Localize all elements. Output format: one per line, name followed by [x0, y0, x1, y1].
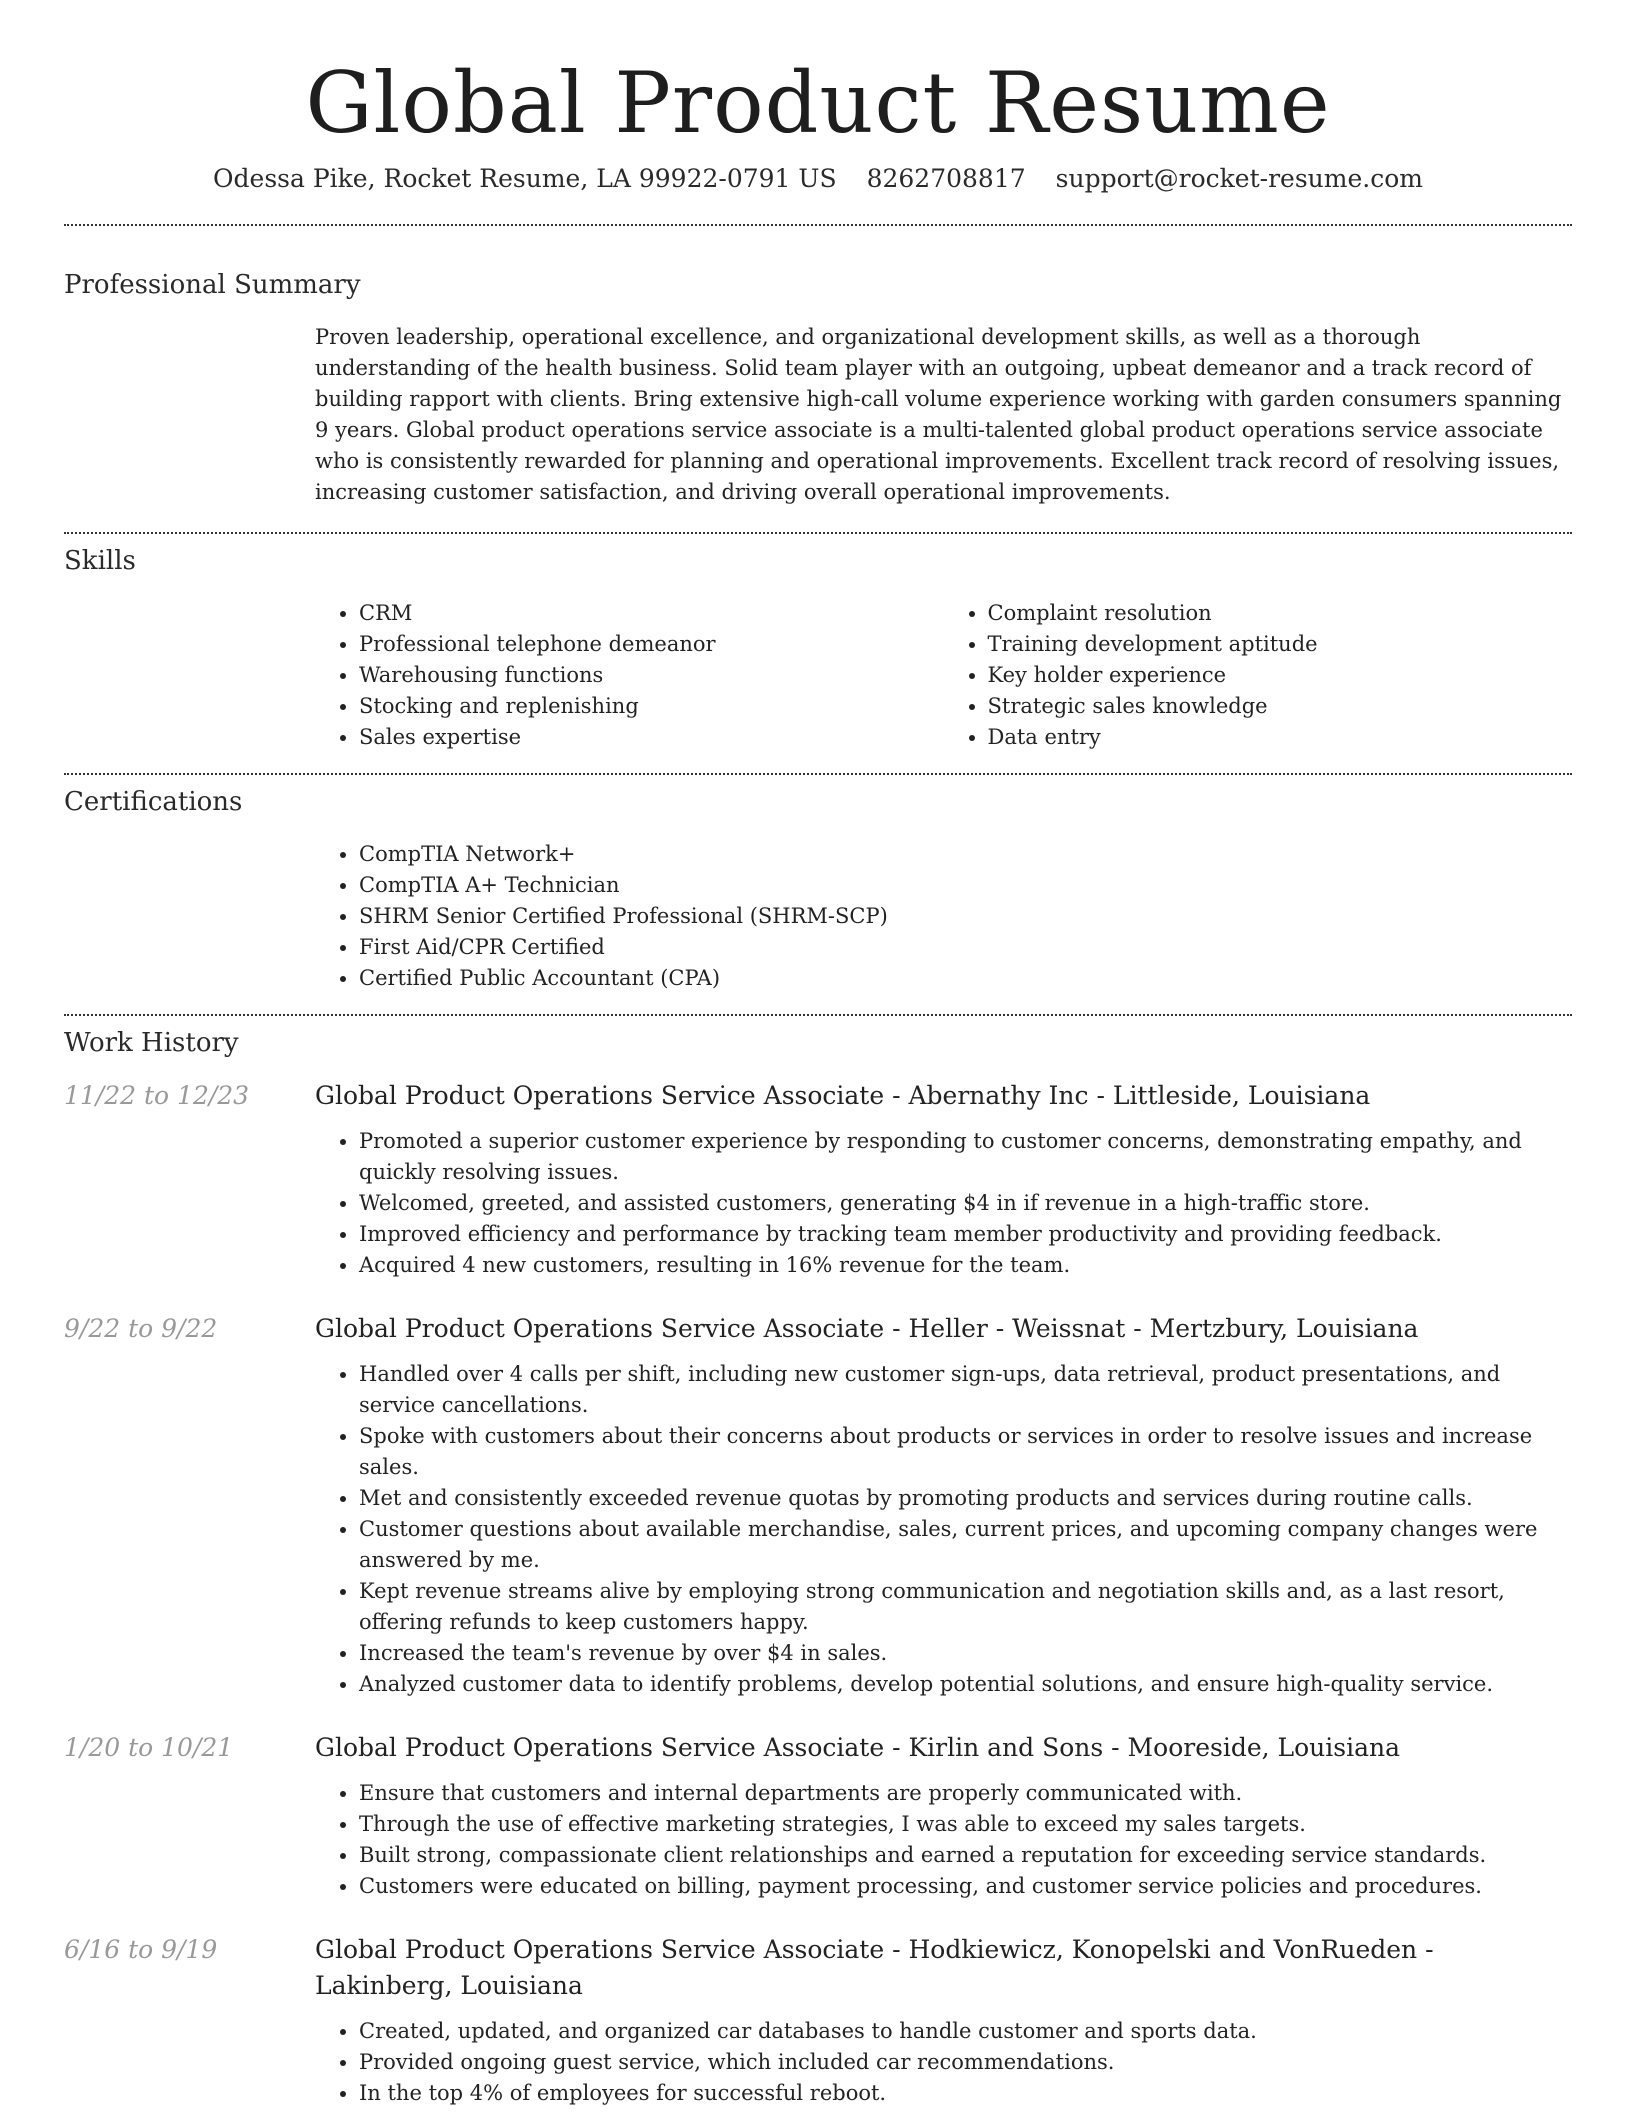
contact-email: support@rocket-resume.com — [1055, 164, 1423, 193]
job-bullet: • Acquired 4 new customers, resulting in 16% revenue for the team. — [359, 1250, 1572, 1281]
job-bullets — [315, 2016, 1572, 2109]
job-bullet: • Customer questions about available merchandise, sales, current prices, and upcoming company changes were answered by me. — [359, 1514, 1572, 1576]
summary-heading: Professional Summary — [64, 270, 361, 300]
job-bullet: • Customers were educated on billing, payment processing, and customer service policies and procedures. — [359, 1871, 1572, 1902]
job-bullet: • Increased the team's revenue by over $4 in sales. — [359, 1638, 1572, 1669]
job-bullet: • Built strong, compassionate client relationships and earned a reputation for exceeding service standards. — [359, 1840, 1572, 1871]
job-bullet: • Promoted a superior customer experience by responding to customer concerns, demonstrating empathy, and quickly resolving issues. — [359, 1126, 1572, 1188]
job-dates: 6/16 to 9/19 — [64, 1935, 218, 1964]
job-details — [315, 1311, 1572, 1700]
job-bullets — [315, 1778, 1572, 1902]
job-dates: 11/22 to 12/23 — [64, 1081, 250, 1110]
skill-item: • Training development aptitude — [988, 629, 1573, 660]
job-details — [315, 1730, 1572, 1902]
resume-page — [64, 0, 1572, 2109]
job-title: Global Product Operations Service Associate - Heller - Weissnat - Mertzbury, Louisiana — [315, 1314, 1419, 1343]
certification-item: • CompTIA Network+ — [359, 839, 1572, 870]
job-bullet: • In the top 4% of employees for successful reboot. — [359, 2078, 1572, 2109]
job-bullet: • Kept revenue streams alive by employing strong communication and negotiation skills and, as a last resort, offering refunds to keep customers happy. — [359, 1576, 1572, 1638]
summary-section — [315, 322, 1572, 508]
work-history-heading: Work History — [64, 1028, 239, 1058]
skill-item: • Stocking and replenishing — [359, 691, 944, 722]
certification-item: • CompTIA A+ Technician — [359, 870, 1572, 901]
skill-item: • CRM — [359, 598, 944, 629]
job-entry — [64, 1311, 1572, 1700]
certification-item: • SHRM Senior Certified Professional (SHRM-SCP) — [359, 901, 1572, 932]
job-bullet: • Welcomed, greeted, and assisted customers, generating $4 in if revenue in a high-traffic store. — [359, 1188, 1572, 1219]
resume-title: Global Product Resume — [305, 54, 1331, 152]
skills-column-right — [944, 598, 1573, 753]
job-dates: 9/22 to 9/22 — [64, 1314, 218, 1343]
skill-item: • Professional telephone demeanor — [359, 629, 944, 660]
divider — [64, 224, 1572, 226]
job-bullets — [315, 1359, 1572, 1700]
certification-item: • First Aid/CPR Certified — [359, 932, 1572, 963]
job-entry — [64, 1078, 1572, 1281]
certifications-heading: Certifications — [64, 787, 243, 817]
contact-line — [64, 162, 1572, 196]
divider — [64, 532, 1572, 534]
skill-item: • Sales expertise — [359, 722, 944, 753]
job-title: Global Product Operations Service Associate - Abernathy Inc - Littleside, Louisiana — [315, 1081, 1371, 1110]
skill-item: • Strategic sales knowledge — [988, 691, 1573, 722]
job-bullet: • Handled over 4 calls per shift, including new customer sign-ups, data retrieval, product presentations, and service cancellations. — [359, 1359, 1572, 1421]
certification-item: • Certified Public Accountant (CPA) — [359, 963, 1572, 994]
job-title: Global Product Operations Service Associate - Kirlin and Sons - Mooreside, Louisiana — [315, 1733, 1401, 1762]
job-bullet: • Through the use of effective marketing strategies, I was able to exceed my sales targets. — [359, 1809, 1572, 1840]
divider — [64, 773, 1572, 775]
certifications-list — [315, 839, 1572, 994]
contact-phone: 8262708817 — [866, 164, 1026, 193]
skills-list — [315, 598, 1572, 753]
summary-text: Proven leadership, operational excellence, and organizational development skills, as well as a thorough understanding of the health business. Solid team player with an outgoing, upbeat demeanor and a track record of building rapport with clients. Bring extensive high-call volume experience working with garden consumers spanning 9 years. Global product operations service associate is a multi-talented global product operations service associate who is consistently rewarded for planning and operational improvements. Excellent track record of resolving issues, increasing customer satisfaction, and driving overall operational improvements. — [315, 325, 1562, 504]
skill-item: • Key holder experience — [988, 660, 1573, 691]
job-bullet: • Improved efficiency and performance by tracking team member productivity and providing feedback. — [359, 1219, 1572, 1250]
job-details — [315, 1078, 1572, 1281]
divider — [64, 1014, 1572, 1016]
job-bullet: • Met and consistently exceeded revenue quotas by promoting products and services during routine calls. — [359, 1483, 1572, 1514]
job-bullets — [315, 1126, 1572, 1281]
skill-item: • Warehousing functions — [359, 660, 944, 691]
job-details — [315, 1932, 1572, 2109]
job-bullet: • Ensure that customers and internal departments are properly communicated with. — [359, 1778, 1572, 1809]
skills-column-left — [315, 598, 944, 753]
job-bullet: • Analyzed customer data to identify problems, develop potential solutions, and ensure high-quality service. — [359, 1669, 1572, 1700]
certifications-section — [315, 839, 1572, 994]
job-bullet: • Created, updated, and organized car databases to handle customer and sports data. — [359, 2016, 1572, 2047]
skill-item: • Complaint resolution — [988, 598, 1573, 629]
job-entry — [64, 1730, 1572, 1902]
job-bullet: • Spoke with customers about their concerns about products or services in order to resolve issues and increase sales. — [359, 1421, 1572, 1483]
job-title: Global Product Operations Service Associate - Hodkiewicz, Konopelski and VonRueden - Lakinberg, Louisiana — [315, 1935, 1434, 2000]
job-entry — [64, 1932, 1572, 2109]
job-bullet: • Provided ongoing guest service, which included car recommendations. — [359, 2047, 1572, 2078]
job-dates: 1/20 to 10/21 — [64, 1733, 234, 1762]
skills-heading: Skills — [64, 546, 136, 576]
skill-item: • Data entry — [988, 722, 1573, 753]
contact-address: Odessa Pike, Rocket Resume, LA 99922-0791 US — [213, 164, 837, 193]
